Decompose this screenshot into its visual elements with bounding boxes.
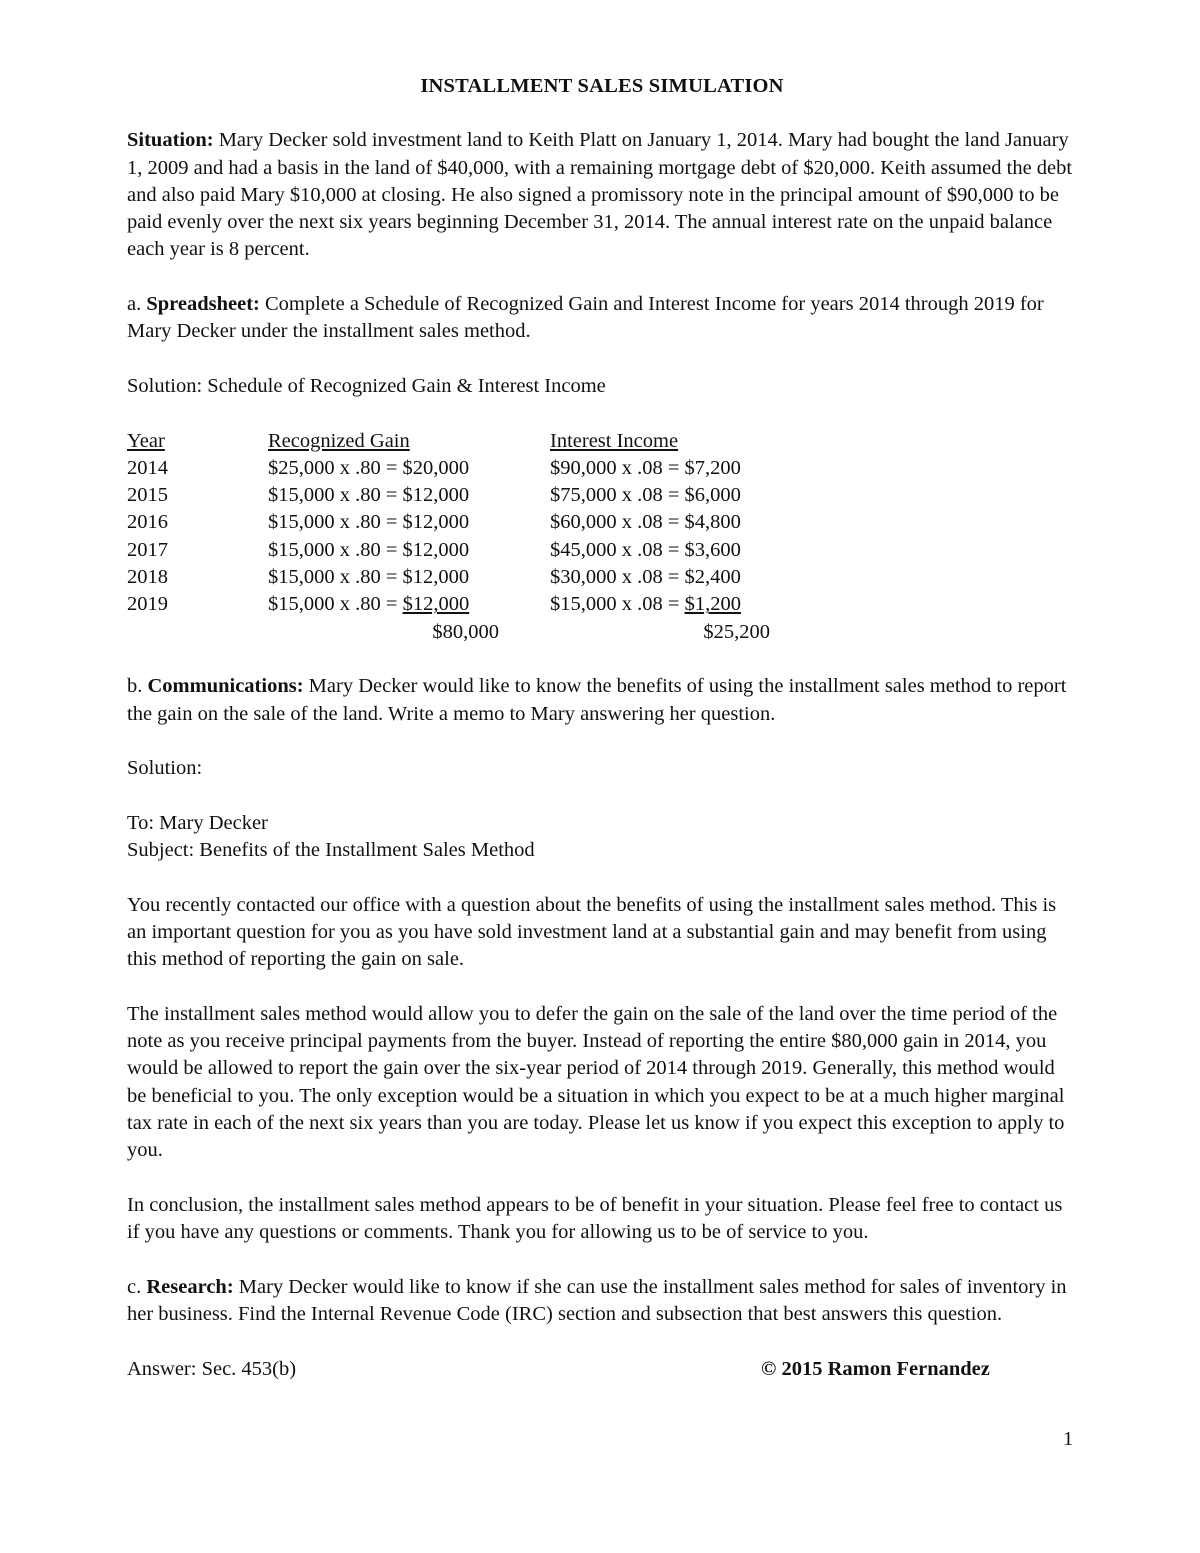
total-interest-income: $25,200	[703, 620, 770, 643]
part-c-label: Research:	[146, 1275, 234, 1298]
situation-paragraph	[127, 127, 1077, 263]
table-row	[127, 455, 770, 482]
schedule-table	[127, 428, 770, 646]
cell-year: 2015	[127, 484, 168, 507]
total-recognized-gain: $80,000	[432, 620, 499, 643]
cell-year: 2017	[127, 538, 168, 561]
cell-year: 2018	[127, 566, 168, 589]
table-row-last	[127, 591, 770, 618]
gain-value: $12,000	[402, 593, 470, 616]
cell-year: 2019	[127, 593, 168, 616]
research-answer: Answer: Sec. 453(b)	[127, 1357, 297, 1380]
part-b-prefix: b.	[127, 675, 143, 698]
part-b-paragraph	[127, 673, 1077, 728]
memo-paragraph: The installment sales method would allow you to defer the gain on the sale of the land over the time period of the note as you receive principal payments from the buyer. Instead of reporting the entire $80,000 gain in 2014, you would be allowed to report the gain over the six-year period of 2014 through 2019. Generally, this method would be beneficial to you. The only exception would be a situation in which you expect to be at a much higher marginal tax rate in each of the next six years than you are today. Please let us know if you expect this exception to apply to you.	[127, 1002, 1065, 1162]
cell-interest: $75,000 x .08 = $6,000	[550, 484, 741, 507]
cell-interest: $30,000 x .08 = $2,400	[550, 566, 741, 589]
cell-gain: $15,000 x .80 = $12,000	[268, 511, 470, 534]
interest-formula: $15,000 x .08 =	[550, 593, 685, 616]
part-b-text: Mary Decker would like to know the benefits of using the installment sales method to report the gain on the sale of the land. Write a memo to Mary answering her question.	[127, 675, 1067, 725]
table-row	[127, 564, 770, 591]
table-row	[127, 482, 770, 509]
cell-year: 2014	[127, 456, 168, 479]
part-a-label: Spreadsheet:	[146, 293, 260, 316]
table-totals-row	[127, 619, 770, 646]
interest-value: $1,200	[684, 593, 741, 616]
cell-interest	[550, 591, 770, 618]
memo-solution-label: Solution:	[127, 757, 203, 780]
cell-interest: $60,000 x .08 = $4,800	[550, 511, 741, 534]
header-interest-income: Interest Income	[550, 429, 679, 452]
memo-paragraph: In conclusion, the installment sales method appears to be of benefit in your situation. Please feel free to contact us if you have any questions or comments. Thank you for allowing us to be of service to you.	[127, 1193, 1063, 1244]
part-a-paragraph	[127, 291, 1077, 346]
memo-paragraph: You recently contacted our office with a question about the benefits of using the installment sales method. This is an important question for you as you have sold investment land at a substantial gain and may benefit from using this method of reporting the gain on sale.	[127, 893, 1057, 971]
copyright-notice: © 2015 Ramon Fernandez	[761, 1357, 990, 1380]
cell-gain: $25,000 x .80 = $20,000	[268, 456, 470, 479]
memo-header	[127, 810, 1077, 865]
situation-text: Mary Decker sold investment land to Keith Platt on January 1, 2014. Mary had bought the land January 1, 2009 and had a basis in the land of $40,000, with a remaining mortgage debt of $20,000. Keith assumed the debt and also paid Mary $10,000 at closing. He also signed a promissory note in the principal amount of $90,000 to be paid evenly over the next six years beginning December 31, 2014. The annual interest rate on the unpaid balance each year is 8 percent.	[127, 129, 1073, 261]
table-row	[127, 537, 770, 564]
memo-subject: Subject: Benefits of the Installment Sales Method	[127, 839, 535, 862]
document-body	[127, 73, 1077, 1383]
part-c-prefix: c.	[127, 1275, 142, 1298]
memo-to: To: Mary Decker	[127, 811, 268, 834]
cell-gain: $15,000 x .80 = $12,000	[268, 538, 470, 561]
cell-gain: $15,000 x .80 = $12,000	[268, 566, 470, 589]
table-header-row	[127, 428, 770, 455]
answer-row	[127, 1356, 1077, 1383]
header-year: Year	[127, 429, 165, 452]
part-a-prefix: a.	[127, 293, 142, 316]
cell-year: 2016	[127, 511, 168, 534]
table-row	[127, 509, 770, 536]
part-c-text: Mary Decker would like to know if she can use the installment sales method for sales of inventory in her business. Find the Internal Revenue Code (IRC) section and subsection that best answers this question.	[127, 1275, 1067, 1326]
part-a-text: Complete a Schedule of Recognized Gain and Interest Income for years 2014 through 2019 for Mary Decker under the installment sales method.	[127, 293, 1044, 343]
cell-interest: $90,000 x .08 = $7,200	[550, 456, 741, 479]
part-b-label: Communications:	[147, 675, 304, 698]
page-title: INSTALLMENT SALES SIMULATION	[420, 75, 784, 97]
situation-label: Situation:	[127, 129, 214, 152]
gain-formula: $15,000 x .80 =	[268, 593, 403, 616]
cell-gain	[268, 591, 550, 618]
header-recognized-gain: Recognized Gain	[268, 429, 410, 452]
page-number: 1	[1063, 1428, 1074, 1450]
cell-gain: $15,000 x .80 = $12,000	[268, 484, 470, 507]
cell-interest: $45,000 x .08 = $3,600	[550, 538, 741, 561]
part-c-paragraph	[127, 1274, 1077, 1329]
solution-heading: Solution: Schedule of Recognized Gain & Interest Income	[127, 374, 606, 397]
